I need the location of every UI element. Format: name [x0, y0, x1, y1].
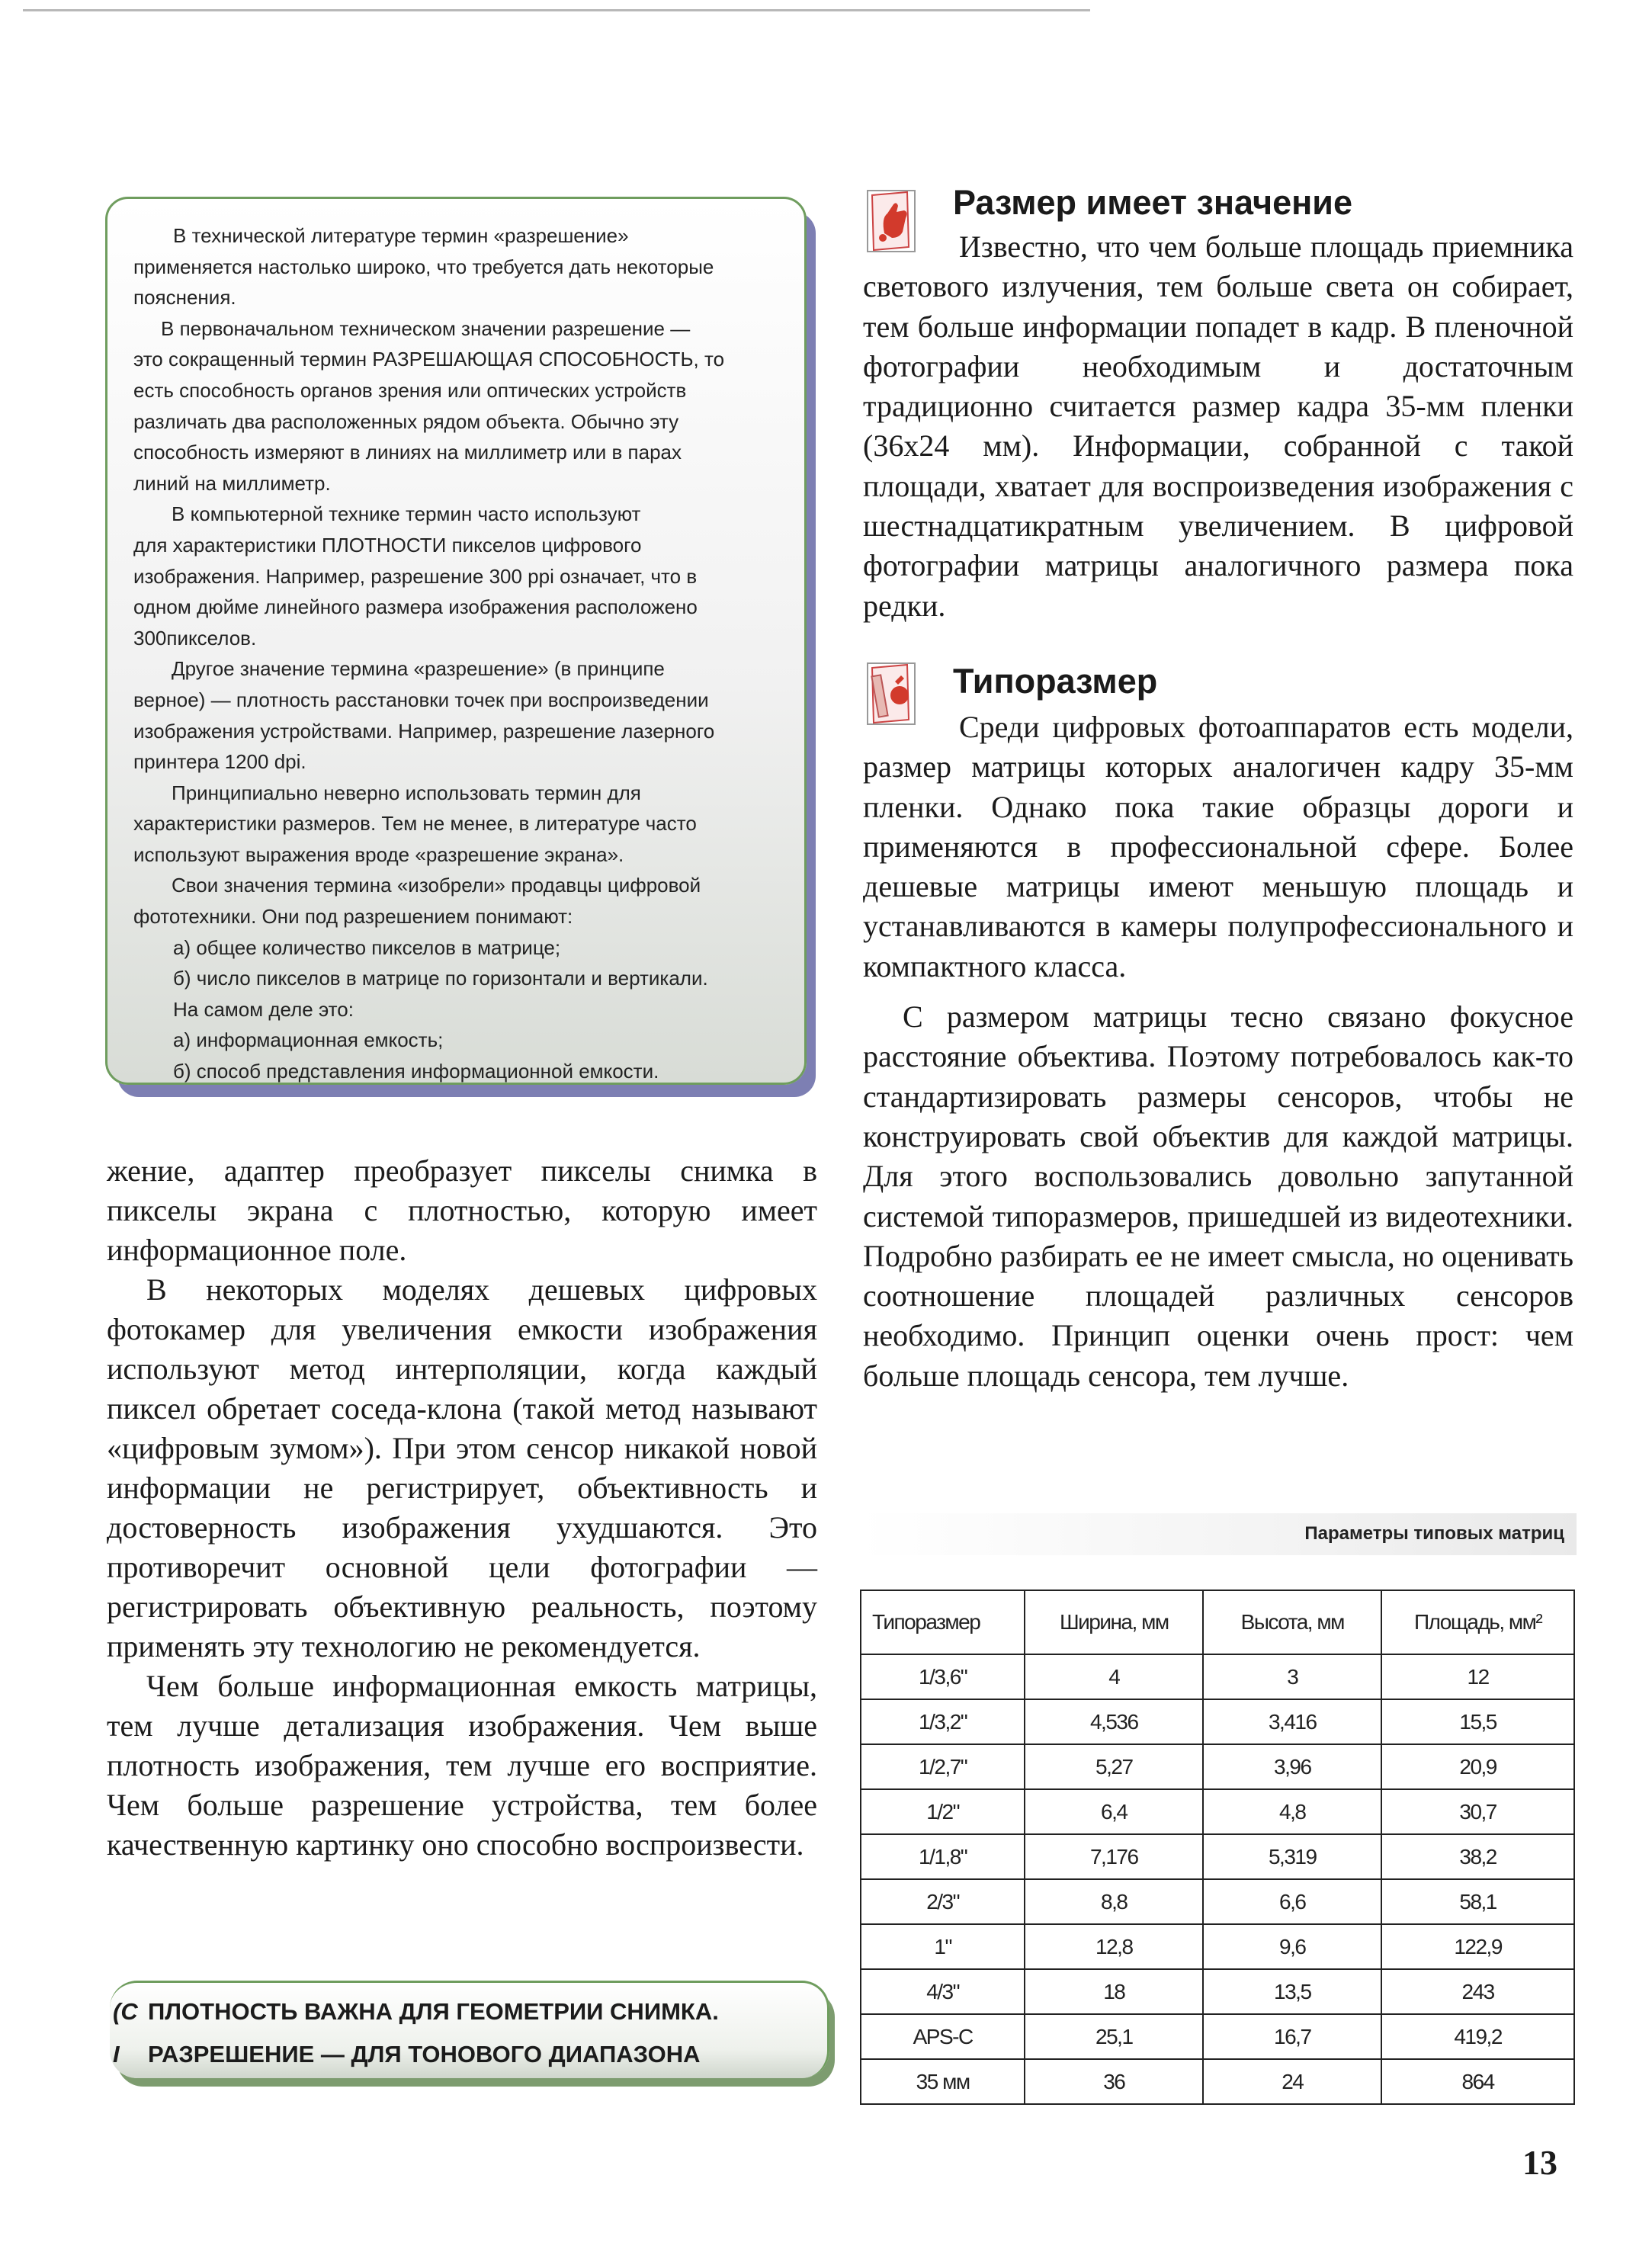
table-cell: 12,8: [1025, 1924, 1203, 1969]
left-paragraph-1: жение, адаптер преобразует пикселы снимка в пикселы экрана с плотностью, которую имеет информационное поле.: [107, 1153, 817, 1267]
table-cell: 12: [1381, 1654, 1574, 1699]
table-row: [861, 1834, 1574, 1879]
note-paragraph-1: В технической литературе термин «разрешение» применяется настолько широко, что требуется дать некоторые пояснения.: [133, 224, 714, 310]
callout-line-1: (С ПЛОТНОСТЬ ВАЖНА ДЛЯ ГЕОМЕТРИИ СНИМКА.: [148, 1991, 812, 2033]
table-cell: 4/3": [861, 1969, 1025, 2014]
callout-mark: (С: [113, 1998, 138, 2025]
table-cell: 1/2": [861, 1789, 1025, 1834]
table-row: [861, 1699, 1574, 1744]
table-cell: 3,96: [1203, 1744, 1381, 1789]
left-paragraph-3: Чем больше информационная емкость матрицы, тем лучше детализация изображения. Чем выше плотность изображения, тем лучше его восприятие. Чем больше разрешение устройства, тем более качественную картинку оно способно воспроизвести.: [107, 1669, 817, 1862]
section-title-type-size: Типоразмер: [953, 662, 1158, 701]
note-paragraph-5: Принципиально неверно использовать термин для характеристики размеров. Тем не менее, в литературе часто используют выражения вроде «разрешение экрана».: [133, 781, 697, 866]
note-item: а) информационная емкость;: [173, 1028, 444, 1052]
table-cell: 38,2: [1381, 1834, 1574, 1879]
table-cell: 4,536: [1025, 1699, 1203, 1744]
table-cell: 122,9: [1381, 1924, 1574, 1969]
table-cell: 6,4: [1025, 1789, 1203, 1834]
note-paragraph-2: В первоначальном техническом значении разрешение — это сокращенный термин РАЗРЕШАЮЩАЯ СПОСОБНОСТЬ, то есть способность органов зрения или оптических устройств различать два расположенных рядом объекта. Обычно эту способность измеряют в линиях на миллиметр или в парах линий на миллиметр.: [133, 316, 725, 495]
table-row: [861, 1969, 1574, 2014]
table-cell: 1": [861, 1924, 1025, 1969]
table-cell: 419,2: [1381, 2014, 1574, 2059]
top-rule: [23, 9, 1090, 11]
table-cell: 5,319: [1203, 1834, 1381, 1879]
table-header-cell: Площадь, мм²: [1381, 1590, 1574, 1654]
table-cell: 3: [1203, 1654, 1381, 1699]
callout-line-2: I РАЗРЕШЕНИЕ — ДЛЯ ТОНОВОГО ДИАПАЗОНА: [148, 2033, 812, 2076]
table-row: [861, 1789, 1574, 1834]
note-item: б) способ представления информационной емкости.: [173, 1060, 659, 1083]
left-paragraph-2: В некоторых моделях дешевых цифровых фотокамер для увеличения емкости изображения используют метод интерполяции, когда каждый пиксел обретает соседа-клона (такой метод называют «цифровым зумом»). При этом сенсор никакой новой информации не регистрирует, объективность и достоверность изображения ухудшаются. Это противоречит основной цели фотографии — регистрировать объективную реальность, поэтому применять эту технологию не рекомендуется.: [107, 1272, 817, 1663]
sidebar-note: [105, 197, 807, 1085]
note-item: а) общее количество пикселов в матрице;: [173, 935, 561, 959]
section-text-size: Известно, что чем больше площадь приемника светового излучения, тем больше света он собирает, тем больше информации попадет в кадр. В пленочной фотографии необходимым и достаточным традиционно считается размер кадра 35-мм пленки (36x24 мм). Информации, собранной с такой площади, хватает для воспроизведения изображения с шестнадцатикратным увеличением. В цифровой фотографии матрицы аналогичного размера пока редки.: [863, 229, 1573, 623]
table-cell: 24: [1203, 2059, 1381, 2104]
table-cell: 1/3,2": [861, 1699, 1025, 1744]
table-cell: 7,176: [1025, 1834, 1203, 1879]
table-cell: 35 мм: [861, 2059, 1025, 2104]
table-header-cell: Типоразмер: [861, 1590, 1025, 1654]
table-cell: 1/2,7": [861, 1744, 1025, 1789]
section-title-size: Размер имеет значение: [953, 183, 1352, 222]
table-caption: Параметры типовых матриц: [1304, 1523, 1564, 1544]
note-item: На самом деле это:: [173, 997, 354, 1021]
table-cell: 6,6: [1203, 1879, 1381, 1924]
table-cell: 1/3,6": [861, 1654, 1025, 1699]
table-cell: 13,5: [1203, 1969, 1381, 2014]
table-cell: 58,1: [1381, 1879, 1574, 1924]
table-cell: 8,8: [1025, 1879, 1203, 1924]
section-text-type-size: Среди цифровых фотоаппаратов есть модели, размер матрицы которых аналогичен кадру 35-мм пленки. Однако пока такие образцы дороги и применяются в профессиональной сфере. Более дешевые матрицы имеют меньшую площадь и устанавливаются в камеры полупрофессионального и компактного класса. С размером матрицы тесно связано фокусное расстояние объектива. Поэтому потребовалось как-то стандартизировать размеры сенсоров, чтобы не конструировать свой объектив для каждой матрицы. Для этого воспользовались довольно запутанной системой типоразмеров, пришедшей из видеотехники. Подробно разбирать ее не имеет смысла, но оценивать соотношение площадей различных сенсоров необходимо. Принцип оценки очень прост: чем больше площадь сенсора, тем лучше.: [863, 710, 1573, 1393]
table-header-cell: Ширина, мм: [1025, 1590, 1203, 1654]
table-header-cell: Высота, мм: [1203, 1590, 1381, 1654]
table-cell: 5,27: [1025, 1744, 1203, 1789]
table-cell: 20,9: [1381, 1744, 1574, 1789]
page-number: 13: [1522, 2143, 1557, 2182]
table-cell: 15,5: [1381, 1699, 1574, 1744]
table-cell: APS-C: [861, 2014, 1025, 2059]
table-cell: 36: [1025, 2059, 1203, 2104]
table-cell: 9,6: [1203, 1924, 1381, 1969]
matrix-params-table: [860, 1590, 1575, 2105]
table-cell: 30,7: [1381, 1789, 1574, 1834]
table-cell: 864: [1381, 2059, 1574, 2104]
table-cell: 2/3": [861, 1879, 1025, 1924]
table-cell: 1/1,8": [861, 1834, 1025, 1879]
table-cell: 25,1: [1025, 2014, 1203, 2059]
table-header-row: [861, 1590, 1574, 1654]
table-row: [861, 1744, 1574, 1789]
table-row: [861, 1879, 1574, 1924]
note-paragraph-3: В компьютерной технике термин часто используют для характеристики ПЛОТНОСТИ пикселов цифрового изображения. Например, разрешение 300 ppi означает, что в одном дюйме линейного размера изображения расположено 300пикселов.: [133, 502, 698, 650]
table-cell: 3,416: [1203, 1699, 1381, 1744]
note-item: б) число пикселов в матрице по горизонтали и вертикали.: [173, 967, 708, 990]
table-cell: 243: [1381, 1969, 1574, 2014]
table-cell: 4,8: [1203, 1789, 1381, 1834]
note-paragraph-6: Свои значения термина «изобрели» продавцы цифровой фототехники. Они под разрешением понимают:: [133, 874, 701, 929]
table-row: [861, 2014, 1574, 2059]
callout-mark: I: [113, 2041, 120, 2068]
table-row: [861, 1654, 1574, 1699]
table-cell: 18: [1025, 1969, 1203, 2014]
table-cell: 4: [1025, 1654, 1203, 1699]
table-row: [861, 2059, 1574, 2104]
callout-box: [110, 1981, 829, 2078]
note-paragraph-4: Другое значение термина «разрешение» (в принципе верное) — плотность расстановки точек при воспроизведении изображения устройствами. Например, разрешение лазерного принтера 1200 dpi.: [133, 657, 715, 774]
left-column-text: [107, 1151, 817, 1865]
table-row: [861, 1924, 1574, 1969]
table-cell: 16,7: [1203, 2014, 1381, 2059]
